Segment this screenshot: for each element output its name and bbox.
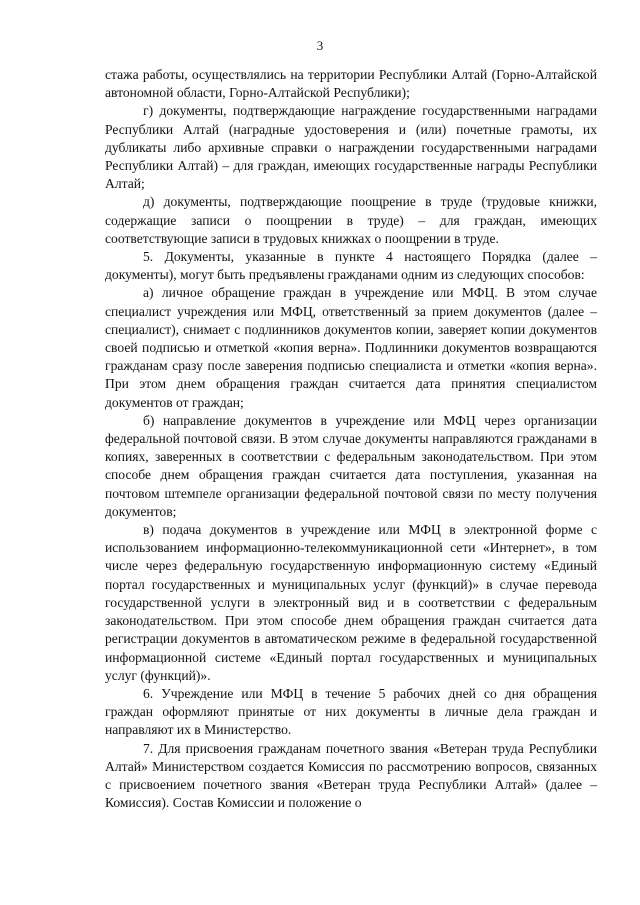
paragraph-item-4d: д) документы, подтверждающие поощрение в труде (трудовые книжки, содержащие записи о поощрении в труде) – для граждан, имеющих соответствующие записи в трудовых книжках о поощрении в труде. <box>105 194 597 246</box>
paragraph-continuation: стажа работы, осуществлялись на территории Республики Алтай (Горно-Алтайской автономной области, Горно-Алтайской Республики); <box>105 67 597 101</box>
paragraph-item-5a: а) личное обращение граждан в учреждение или МФЦ. В этом случае специалист учреждения или МФЦ, ответственный за прием документов (далее – специалист), снимает с подлинников документов копии, заверяет копии документов своей подписью и отметкой «копия верна». Подлинники документов возвращаются гражданам сразу после заверения подписью специалиста и отметки «копия верна». При этом днем обращения граждан считается дата принятия специалистом документов от граждан; <box>105 285 597 410</box>
paragraph-item-4g: г) документы, подтверждающие награждение государственными наградами Республики Алтай (наградные удостоверения и (или) почетные грамоты, их дубликаты либо архивные справки о награждении государственными наградами Республики Алтай) – для граждан, имеющих государственные награды Республики Алтай; <box>105 103 597 192</box>
paragraph-item-5b: б) направление документов в учреждение или МФЦ через организации федеральной почтовой связи. В этом случае документы направляются гражданами в копиях, заверенных в соответствии с федеральным законодательством. При этом способе днем обращения граждан считается дата поступления, указанная на почтовом штемпеле организации федеральной почтовой связи по месту получения документов; <box>105 412 597 519</box>
paragraph-item-5v: в) подача документов в учреждение или МФЦ в электронной форме с использованием информационно-телекоммуникационной сети «Интернет», в том числе через федеральную государственную информационную систему «Единый портал государственных и муниципальных услуг (функций)» в случае перевода государственной услуги в электронный вид и в соответствии с федеральным законодательством. При этом способе днем обращения граждан считается дата регистрации документов в автоматическом режиме в федеральной государственной информационной системе «Единый портал государственных и муниципальных услуг (функций)». <box>105 522 597 683</box>
paragraph-clause-6: 6. Учреждение или МФЦ в течение 5 рабочих дней со дня обращения граждан оформляют принятые от них документы в личные дела граждан и направляют их в Министерство. <box>105 685 597 738</box>
paragraph-clause-7: 7. Для присвоения гражданам почетного звания «Ветеран труда Республики Алтай» Министерством создается Комиссия по рассмотрению вопросов, связанных с присвоением почетного звания «Ветеран труда Республики Алтай» (далее – Комиссия). Состав Комиссии и положение о <box>105 740 597 811</box>
paragraph-clause-5: 5. Документы, указанные в пункте 4 настоящего Порядка (далее – документы), могут быть предъявлены гражданами одним из следующих способов: <box>105 249 597 283</box>
page-number: 3 <box>316 38 324 53</box>
document-body <box>105 66 597 812</box>
